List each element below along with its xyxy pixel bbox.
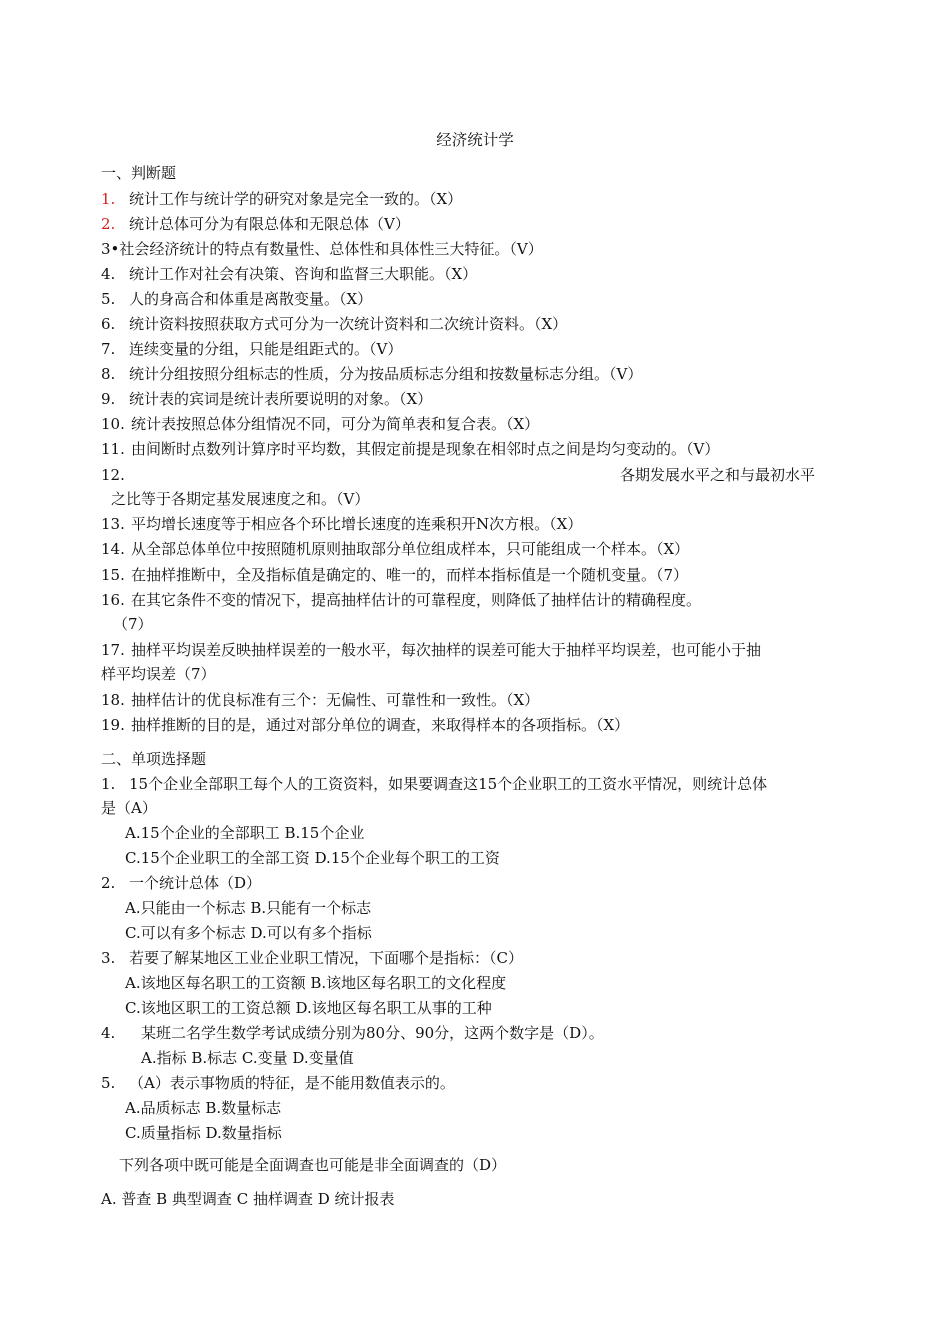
- choice-question: 4. 某班二名学生数学考试成绩分别为80分、90分，这两个数字是（D）。: [101, 1024, 604, 1042]
- judgment-item-continuation: 样平均误差（7）: [101, 665, 216, 683]
- choice-options: A.15个企业的全部职工 B.15个企业: [125, 824, 365, 842]
- judgment-item: 14. 从全部总体单位中按照随机原则抽取部分单位组成样本，只可能组成一个样本。（X）: [101, 540, 690, 558]
- choice-options: A.只能由一个标志 B.只能有一个标志: [125, 899, 372, 917]
- judgment-item: 2. 统计总体可分为有限总体和无限总体（V）: [101, 215, 410, 233]
- choice-question: 5. （A）表示事物质的特征，是不能用数值表示的。: [101, 1074, 455, 1092]
- judgment-item: 3•社会经济统计的特点有数量性、总体性和具体性三大特征。（V）: [101, 240, 543, 258]
- section-heading-single-choice: 二、单项选择题: [101, 750, 207, 768]
- choice-options: A.该地区每名职工的工资额 B.该地区每名职工的文化程度: [125, 974, 507, 992]
- judgment-item: 17. 抽样平均误差反映抽样误差的一般水平，每次抽样的误差可能大于抽样平均误差，也可能小于抽: [101, 641, 762, 659]
- choice-options: C.该地区职工的工资总额 D.该地区每名职工从事的工种: [125, 999, 492, 1017]
- choice-options: C.可以有多个标志 D.可以有多个指标: [125, 924, 372, 942]
- judgment-item-number: 12.: [101, 466, 125, 484]
- document-title: 经济统计学: [436, 131, 514, 149]
- judgment-item: 19. 抽样推断的目的是，通过对部分单位的调查，来取得样本的各项指标。（X）: [101, 716, 630, 734]
- judgment-item: 5. 人的身高合和体重是离散变量。（X）: [101, 290, 373, 308]
- choice-options: A. 普查 B 典型调查 C 抽样调查 D 统计报表: [101, 1190, 395, 1208]
- choice-question: 1. 15个企业全部职工每个人的工资资料，如果要调查这15个企业职工的工资水平情况，则统计总体: [101, 775, 768, 793]
- choice-options: A.指标 B.标志 C.变量 D.变量值: [141, 1049, 354, 1067]
- judgment-item: 1. 统计工作与统计学的研究对象是完全一致的。（X）: [101, 190, 463, 208]
- section-heading-judgment: 一、判断题: [101, 164, 177, 182]
- judgment-item: 7. 连续变量的分组，只能是组距式的。（V）: [101, 340, 403, 358]
- choice-options: C.质量指标 D.数量指标: [125, 1124, 282, 1142]
- judgment-item: 8. 统计分组按照分组标志的性质，分为按品质标志分组和按数量标志分组。（V）: [101, 365, 643, 383]
- judgment-item-continuation: 之比等于各期定基发展速度之和。（V）: [111, 490, 370, 508]
- judgment-item: 9. 统计表的宾词是统计表所要说明的对象。（X）: [101, 390, 433, 408]
- choice-options: A.品质标志 B.数量标志: [125, 1099, 282, 1117]
- choice-question-continuation: 是（A）: [101, 799, 157, 817]
- judgment-item: 11. 由间断时点数列计算序时平均数，其假定前提是现象在相邻时点之间是均匀变动的。（V）: [101, 440, 720, 458]
- choice-question: 2. 一个统计总体（D）: [101, 874, 262, 892]
- choice-options: C.15个企业职工的全部工资 D.15个企业每个职工的工资: [125, 849, 500, 867]
- judgment-item: 15. 在抽样推断中，全及指标值是确定的、唯一的，而样本指标值是一个随机变量。（7）: [101, 566, 689, 584]
- judgment-item: 13. 平均增长速度等于相应各个环比增长速度的连乘积开N次方根。（X）: [101, 515, 583, 533]
- judgment-item: 4. 统计工作对社会有决策、咨询和监督三大职能。（X）: [101, 265, 478, 283]
- judgment-item: 6. 统计资料按照获取方式可分为一次统计资料和二次统计资料。（X）: [101, 315, 568, 333]
- judgment-item-continuation: （7）: [113, 615, 153, 633]
- judgment-item: 10. 统计表按照总体分组情况不同，可分为简单表和复合表。（X）: [101, 415, 540, 433]
- judgment-item-text: 各期发展水平之和与最初水平: [620, 466, 816, 484]
- judgment-item: 18. 抽样估计的优良标准有三个：无偏性、可靠性和一致性。（X）: [101, 691, 540, 709]
- judgment-item: 16. 在其它条件不变的情况下，提高抽样估计的可靠程度，则降低了抽样估计的精确程度。: [101, 591, 702, 609]
- choice-question: 3. 若要了解某地区工业企业职工情况，下面哪个是指标：（C）: [101, 949, 523, 967]
- choice-question: 下列各项中既可能是全面调查也可能是非全面调查的（D）: [119, 1156, 507, 1174]
